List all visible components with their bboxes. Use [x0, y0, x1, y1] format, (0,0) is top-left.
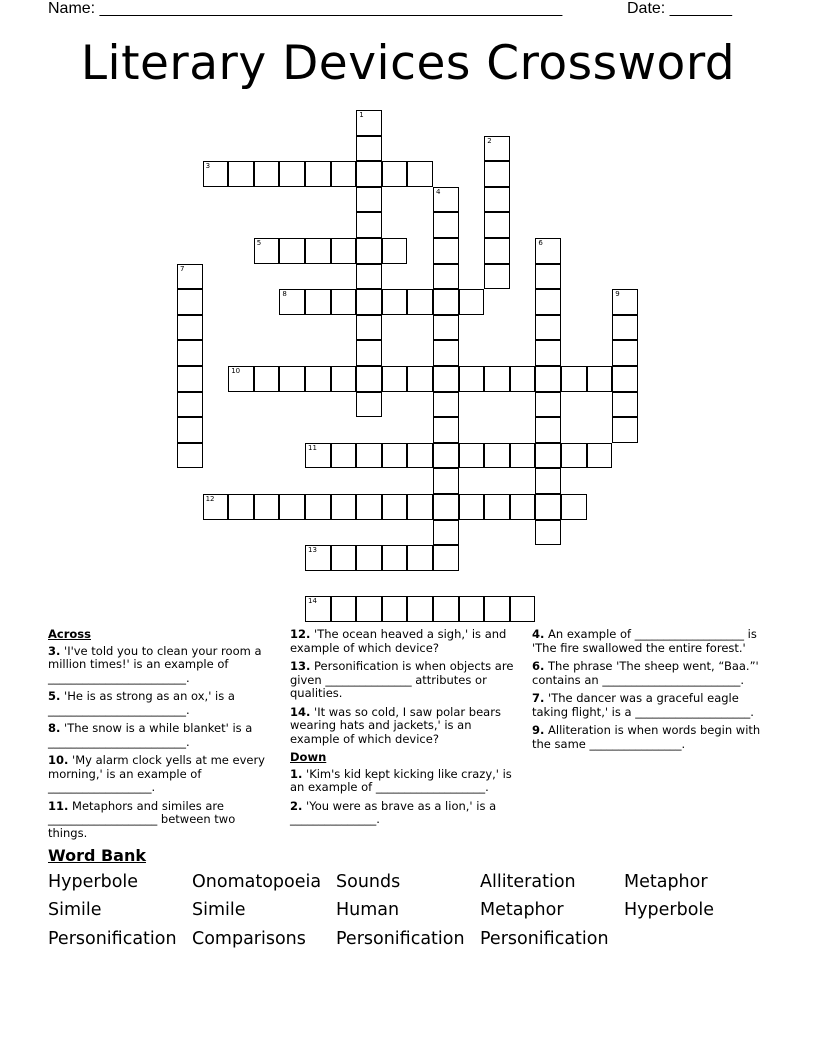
- word-bank-word: Simile: [192, 900, 246, 920]
- word-bank-word: Simile: [48, 900, 102, 920]
- grid-cell[interactable]: [382, 366, 408, 392]
- clue: [290, 660, 522, 701]
- grid-cell[interactable]: [535, 468, 561, 494]
- grid-cell[interactable]: [484, 238, 510, 264]
- grid-cell[interactable]: [177, 315, 203, 341]
- grid-cell[interactable]: [331, 443, 357, 469]
- clue-text: 'Kim's kid kept kicking like crazy,' is an example of ___________________.: [290, 766, 512, 794]
- clue: [290, 628, 522, 655]
- clue-number: 5: [256, 239, 262, 247]
- grid-cell[interactable]: [356, 110, 382, 136]
- clue-number: 14: [308, 597, 317, 606]
- grid-cell[interactable]: [561, 443, 587, 469]
- grid-cell[interactable]: [433, 392, 459, 418]
- grid-cell[interactable]: [510, 443, 536, 469]
- grid-cell[interactable]: [331, 161, 357, 187]
- clue-number-label: 12.: [290, 627, 311, 641]
- word-bank-word: Personification: [480, 929, 609, 949]
- grid-cell[interactable]: [535, 520, 561, 546]
- down-heading: Down: [290, 750, 327, 764]
- grid-cell[interactable]: [305, 545, 331, 571]
- clue-number-label: 3.: [48, 643, 61, 658]
- clue-number-label: 13.: [290, 659, 311, 673]
- grid-cell[interactable]: [356, 289, 382, 315]
- grid-cell[interactable]: [612, 417, 638, 443]
- clue-text: 'You were as brave as a lion,' is a _______________.: [290, 798, 497, 826]
- clue-number-label: 11.: [48, 798, 69, 813]
- grid-cell[interactable]: [356, 443, 382, 469]
- grid-cell[interactable]: [356, 545, 382, 571]
- clue-text: An example of ___________________ is 'The fire swallowed the entire forest.': [532, 627, 757, 655]
- grid-cell[interactable]: [279, 289, 305, 315]
- grid-cell[interactable]: [433, 545, 459, 571]
- clue: [48, 800, 276, 841]
- clue-text: 'I've told you to clean your room a million times!' is an example of ________________________.: [48, 643, 262, 685]
- grid-cell[interactable]: [587, 366, 613, 392]
- clue-number-label: 2.: [290, 798, 303, 813]
- grid-cell[interactable]: [433, 315, 459, 341]
- grid-cell[interactable]: [510, 596, 536, 622]
- grid-cell[interactable]: [433, 340, 459, 366]
- clue-text: 'My alarm clock yells at me every morning,' is an example of __________________.: [48, 753, 265, 794]
- clue: [290, 706, 522, 747]
- clue-number-label: 7.: [532, 691, 545, 705]
- grid-cell[interactable]: [305, 161, 331, 187]
- grid-cell[interactable]: [203, 161, 229, 187]
- grid-cell[interactable]: [177, 340, 203, 366]
- clue-number-label: 8.: [48, 721, 61, 735]
- grid-cell[interactable]: [382, 596, 408, 622]
- word-bank-word: Personification: [336, 929, 465, 949]
- clue-number: 3: [205, 162, 211, 171]
- clues-column-2: [290, 628, 522, 832]
- clue-text: 'He is as strong as an ox,' is a ________________________.: [48, 689, 235, 717]
- grid-cell[interactable]: [382, 443, 408, 469]
- clue: [532, 692, 762, 719]
- clue: [532, 628, 762, 655]
- clue: [48, 645, 276, 686]
- word-bank-word: Human: [336, 900, 400, 920]
- clue-number-label: 10.: [48, 753, 69, 767]
- grid-cell[interactable]: [484, 443, 510, 469]
- grid-cell[interactable]: [535, 315, 561, 341]
- word-bank-word: Metaphor: [480, 900, 564, 920]
- clue-text: The phrase 'The sheep went, “Baa.”' contains an ________________________.: [532, 659, 759, 687]
- clue-number: 12: [205, 495, 215, 503]
- grid-cell[interactable]: [587, 443, 613, 469]
- grid-cell[interactable]: [433, 264, 459, 290]
- grid-cell[interactable]: [331, 596, 357, 622]
- grid-cell[interactable]: [331, 238, 357, 264]
- grid-cell[interactable]: [382, 289, 408, 315]
- clue-number: 6: [538, 239, 543, 247]
- grid-cell[interactable]: [484, 264, 510, 290]
- clue-text: 'The snow is a while blanket' is a ________________________.: [48, 721, 253, 749]
- grid-cell[interactable]: [331, 494, 357, 520]
- word-bank-title: Word Bank: [48, 846, 147, 865]
- grid-cell[interactable]: [459, 366, 485, 392]
- clue-text: 'It was so cold, I saw polar bears wearing hats and jackets,' is an example of which device?: [290, 704, 501, 746]
- clue: [48, 690, 276, 717]
- grid-cell[interactable]: [331, 366, 357, 392]
- grid-cell[interactable]: [612, 366, 638, 392]
- grid-cell[interactable]: [433, 187, 459, 213]
- clue-number-label: 4.: [532, 627, 545, 641]
- grid-cell[interactable]: [484, 596, 510, 622]
- grid-cell[interactable]: [433, 366, 459, 392]
- across-heading: Across: [48, 627, 91, 641]
- grid-cell[interactable]: [356, 366, 382, 392]
- clues-column-1: [48, 628, 276, 845]
- grid-cell[interactable]: [612, 392, 638, 418]
- clue-number-label: 9.: [532, 723, 545, 737]
- grid-cell[interactable]: [433, 417, 459, 443]
- clue: [290, 768, 522, 795]
- grid-cell[interactable]: [177, 443, 203, 469]
- grid-cell[interactable]: [407, 161, 433, 187]
- grid-cell[interactable]: [279, 494, 305, 520]
- date-field-label: Date: _______: [627, 0, 732, 17]
- grid-cell[interactable]: [459, 289, 485, 315]
- grid-cell[interactable]: [484, 136, 510, 162]
- grid-cell[interactable]: [382, 161, 408, 187]
- grid-cell[interactable]: [356, 392, 382, 418]
- grid-cell[interactable]: [407, 596, 433, 622]
- grid-cell[interactable]: [203, 494, 229, 520]
- grid-cell[interactable]: [484, 161, 510, 187]
- clue-number: 8: [282, 290, 287, 299]
- word-bank-word: Metaphor: [624, 872, 708, 892]
- grid-cell[interactable]: [356, 187, 382, 213]
- clue-number: 1: [359, 111, 364, 119]
- clue-number: 7: [180, 264, 185, 273]
- clue: [532, 660, 762, 687]
- grid-cell[interactable]: [228, 366, 254, 392]
- grid-cell[interactable]: [177, 264, 203, 290]
- page-title: Literary Devices Crossword: [80, 36, 736, 91]
- clue: [48, 722, 276, 749]
- grid-cell[interactable]: [305, 494, 331, 520]
- grid-cell[interactable]: [459, 443, 485, 469]
- clue: [532, 724, 762, 751]
- grid-cell[interactable]: [356, 161, 382, 187]
- grid-cell[interactable]: [535, 366, 561, 392]
- grid-cell[interactable]: [279, 238, 305, 264]
- grid-cell[interactable]: [382, 238, 408, 264]
- clue-number: 11: [308, 443, 317, 452]
- grid-cell[interactable]: [484, 494, 510, 520]
- clue-number-label: 6.: [532, 659, 545, 673]
- word-bank-word: Personification: [48, 929, 177, 949]
- grid-cell[interactable]: [407, 289, 433, 315]
- grid-cell[interactable]: [305, 596, 331, 622]
- grid-cell[interactable]: [407, 494, 433, 520]
- grid-cell[interactable]: [356, 212, 382, 238]
- clue-number: 9: [615, 290, 620, 299]
- grid-cell[interactable]: [407, 545, 433, 571]
- clue-number-label: 14.: [290, 704, 311, 719]
- grid-cell[interactable]: [254, 366, 280, 392]
- grid-cell[interactable]: [228, 161, 254, 187]
- word-bank-word: Sounds: [336, 872, 401, 892]
- clue-number: 4: [436, 187, 441, 196]
- grid-cell[interactable]: [356, 494, 382, 520]
- clue-text: Alliteration is when words begin with the same ________________.: [532, 723, 761, 751]
- grid-cell[interactable]: [510, 494, 536, 520]
- grid-cell[interactable]: [612, 340, 638, 366]
- grid-cell[interactable]: [279, 161, 305, 187]
- grid-cell[interactable]: [433, 238, 459, 264]
- grid-cell[interactable]: [254, 238, 280, 264]
- grid-cell[interactable]: [356, 264, 382, 290]
- grid-cell[interactable]: [356, 238, 382, 264]
- grid-cell[interactable]: [356, 340, 382, 366]
- grid-cell[interactable]: [433, 494, 459, 520]
- grid-cell[interactable]: [305, 238, 331, 264]
- clue-text: 'The ocean heaved a sigh,' is and example of which device?: [290, 627, 507, 655]
- grid-cell[interactable]: [535, 417, 561, 443]
- grid-cell[interactable]: [382, 494, 408, 520]
- grid-cell[interactable]: [433, 212, 459, 238]
- grid-cell[interactable]: [535, 264, 561, 290]
- clue-number: 13: [308, 546, 317, 555]
- clue-number: 2: [487, 136, 492, 145]
- grid-cell[interactable]: [254, 161, 280, 187]
- grid-cell[interactable]: [459, 596, 485, 622]
- grid-cell[interactable]: [433, 443, 459, 469]
- grid-cell[interactable]: [254, 494, 280, 520]
- word-bank-word: Alliteration: [480, 872, 576, 892]
- grid-cell[interactable]: [305, 443, 331, 469]
- word-bank-word: Onomatopoeia: [192, 872, 322, 892]
- name-field-label: Name: ____________________________________________________: [48, 0, 563, 17]
- grid-cell[interactable]: [356, 315, 382, 341]
- grid-cell[interactable]: [484, 366, 510, 392]
- grid-cell[interactable]: [177, 417, 203, 443]
- grid-cell[interactable]: [561, 366, 587, 392]
- grid-cell[interactable]: [484, 212, 510, 238]
- grid-cell[interactable]: [177, 392, 203, 418]
- word-bank-word: Hyperbole: [48, 872, 139, 892]
- grid-cell[interactable]: [535, 238, 561, 264]
- grid-cell[interactable]: [535, 494, 561, 520]
- clue-text: Metaphors and similes are ___________________ between two things.: [48, 798, 236, 840]
- grid-cell[interactable]: [356, 136, 382, 162]
- grid-cell[interactable]: [510, 366, 536, 392]
- grid-cell[interactable]: [279, 366, 305, 392]
- grid-cell[interactable]: [407, 366, 433, 392]
- grid-cell[interactable]: [305, 289, 331, 315]
- grid-cell[interactable]: [612, 289, 638, 315]
- grid-cell[interactable]: [535, 392, 561, 418]
- grid-cell[interactable]: [177, 289, 203, 315]
- grid-cell[interactable]: [459, 494, 485, 520]
- grid-cell[interactable]: [484, 187, 510, 213]
- grid-cell[interactable]: [407, 443, 433, 469]
- grid-cell[interactable]: [612, 315, 638, 341]
- grid-cell[interactable]: [535, 443, 561, 469]
- grid-cell[interactable]: [433, 520, 459, 546]
- grid-cell[interactable]: [433, 468, 459, 494]
- clue-text: 'The dancer was a graceful eagle taking flight,' is a ____________________.: [532, 691, 754, 719]
- grid-cell[interactable]: [356, 596, 382, 622]
- grid-cell[interactable]: [535, 289, 561, 315]
- grid-cell[interactable]: [561, 494, 587, 520]
- clue: [290, 800, 522, 827]
- clue: [48, 754, 276, 795]
- grid-cell[interactable]: [433, 596, 459, 622]
- clue-number-label: 1.: [290, 766, 303, 781]
- clue-number-label: 5.: [48, 689, 61, 703]
- grid-cell[interactable]: [228, 494, 254, 520]
- clues-column-3: [532, 628, 762, 756]
- grid-cell[interactable]: [177, 366, 203, 392]
- word-bank-word: Hyperbole: [624, 900, 715, 920]
- grid-cell[interactable]: [305, 366, 331, 392]
- grid-cell[interactable]: [331, 545, 357, 571]
- grid-cell[interactable]: [382, 545, 408, 571]
- grid-cell[interactable]: [535, 340, 561, 366]
- grid-cell[interactable]: [331, 289, 357, 315]
- word-bank-word: Comparisons: [192, 929, 306, 949]
- clue-text: Personification is when objects are given _______________ attributes or qualities.: [290, 659, 514, 700]
- clue-number: 10: [231, 367, 241, 375]
- grid-cell[interactable]: [433, 289, 459, 315]
